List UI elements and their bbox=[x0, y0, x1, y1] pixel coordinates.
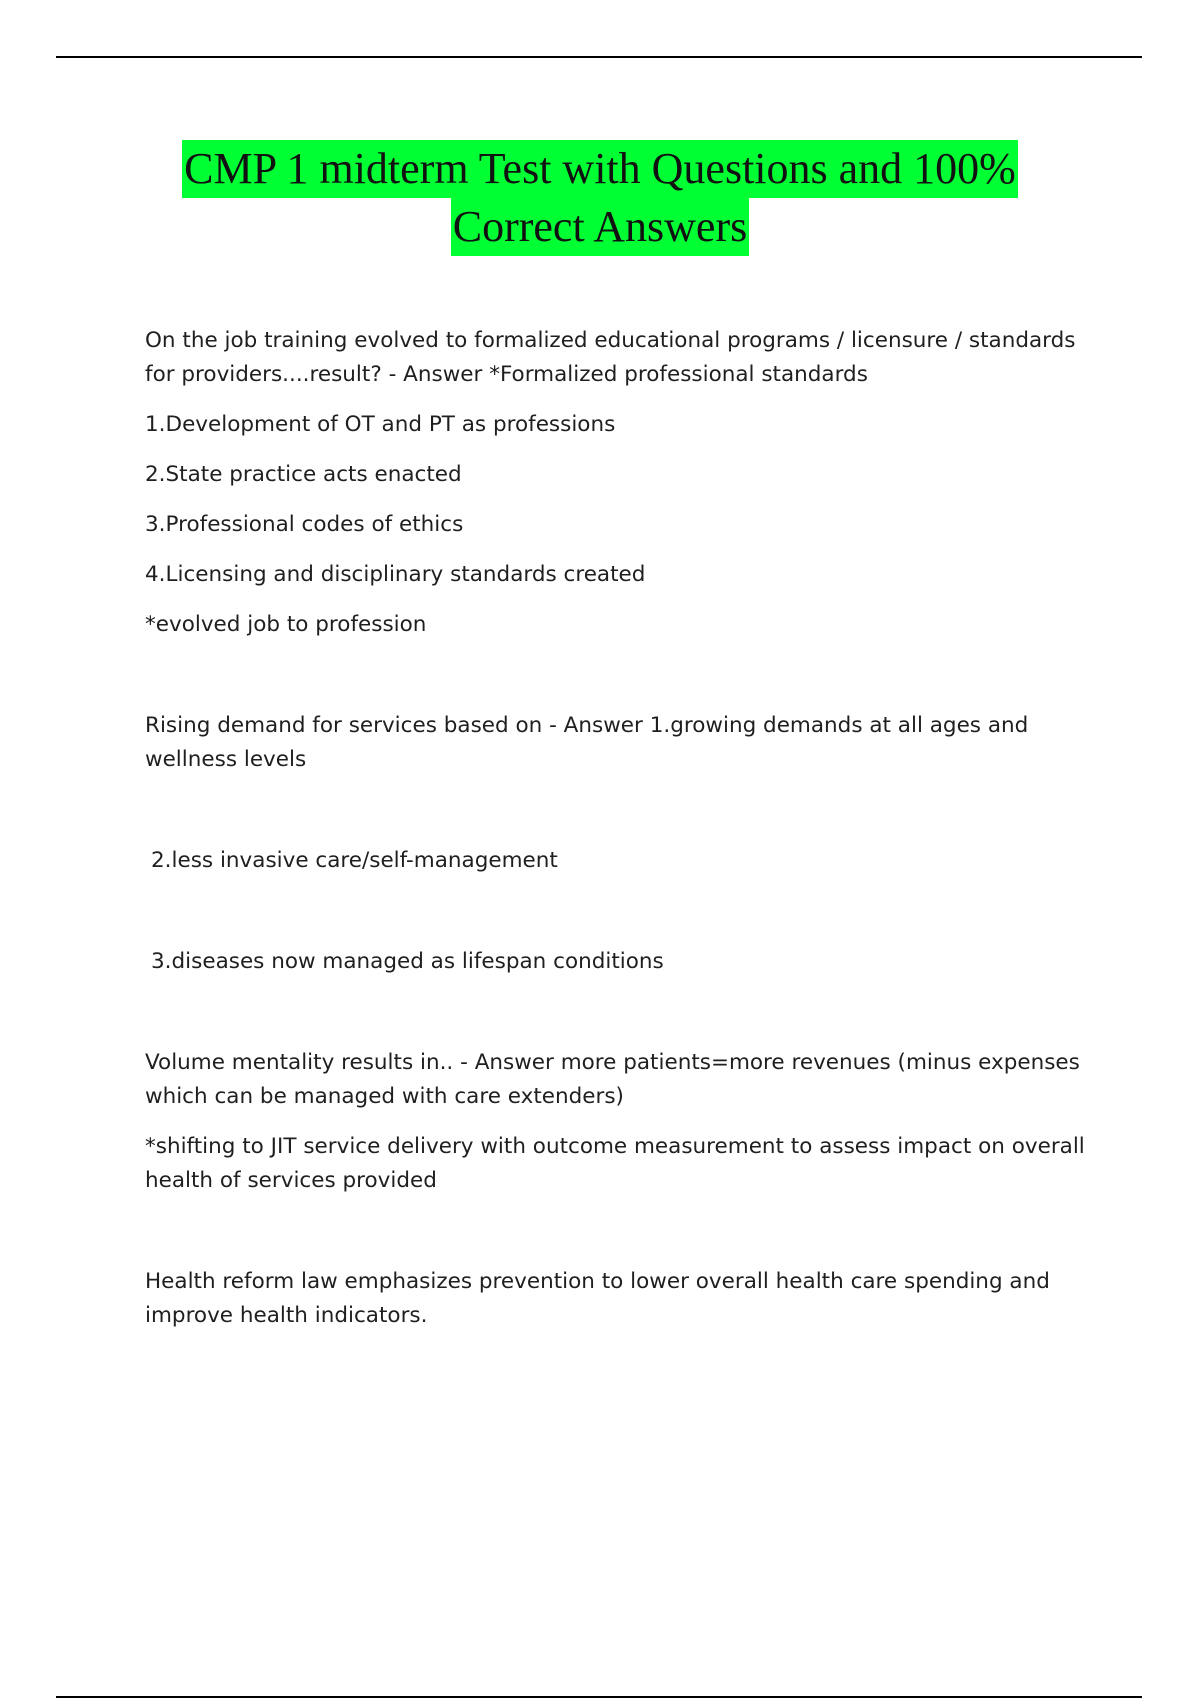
title-line-1: CMP 1 midterm Test with Questions and 100% bbox=[182, 140, 1018, 198]
top-divider bbox=[56, 56, 1142, 58]
answer-3-note: *shifting to JIT service delivery with outcome measurement to assess impact on overall health of services provided bbox=[145, 1134, 1085, 1193]
answer-1-note: *evolved job to profession bbox=[145, 612, 427, 637]
question-4: Health reform law emphasizes prevention to lower overall health care spending and improve health indicators. bbox=[145, 1269, 1050, 1328]
answer-1-item-4: 4.Licensing and disciplinary standards created bbox=[145, 562, 646, 587]
answer-1-item-3: 3.Professional codes of ethics bbox=[145, 512, 464, 537]
question-1: On the job training evolved to formalized educational programs / licensure / standards for providers....result? - Answer *Formalized professional standards bbox=[145, 328, 1076, 387]
answer-2-item-3: 3.diseases now managed as lifespan conditions bbox=[151, 949, 664, 974]
answer-2-item-2: 2.less invasive care/self-management bbox=[151, 848, 558, 873]
document-title bbox=[60, 140, 1140, 256]
answer-1-item-2: 2.State practice acts enacted bbox=[145, 462, 462, 487]
answer-1-item-1: 1.Development of OT and PT as professions bbox=[145, 412, 616, 437]
question-2: Rising demand for services based on - Answer 1.growing demands at all ages and wellness levels bbox=[145, 713, 1029, 772]
document-body bbox=[145, 324, 1085, 1333]
question-3: Volume mentality results in.. - Answer more patients=more revenues (minus expenses which can be managed with care extenders) bbox=[145, 1050, 1080, 1109]
title-line-2: Correct Answers bbox=[451, 198, 750, 256]
bottom-divider bbox=[56, 1696, 1142, 1698]
